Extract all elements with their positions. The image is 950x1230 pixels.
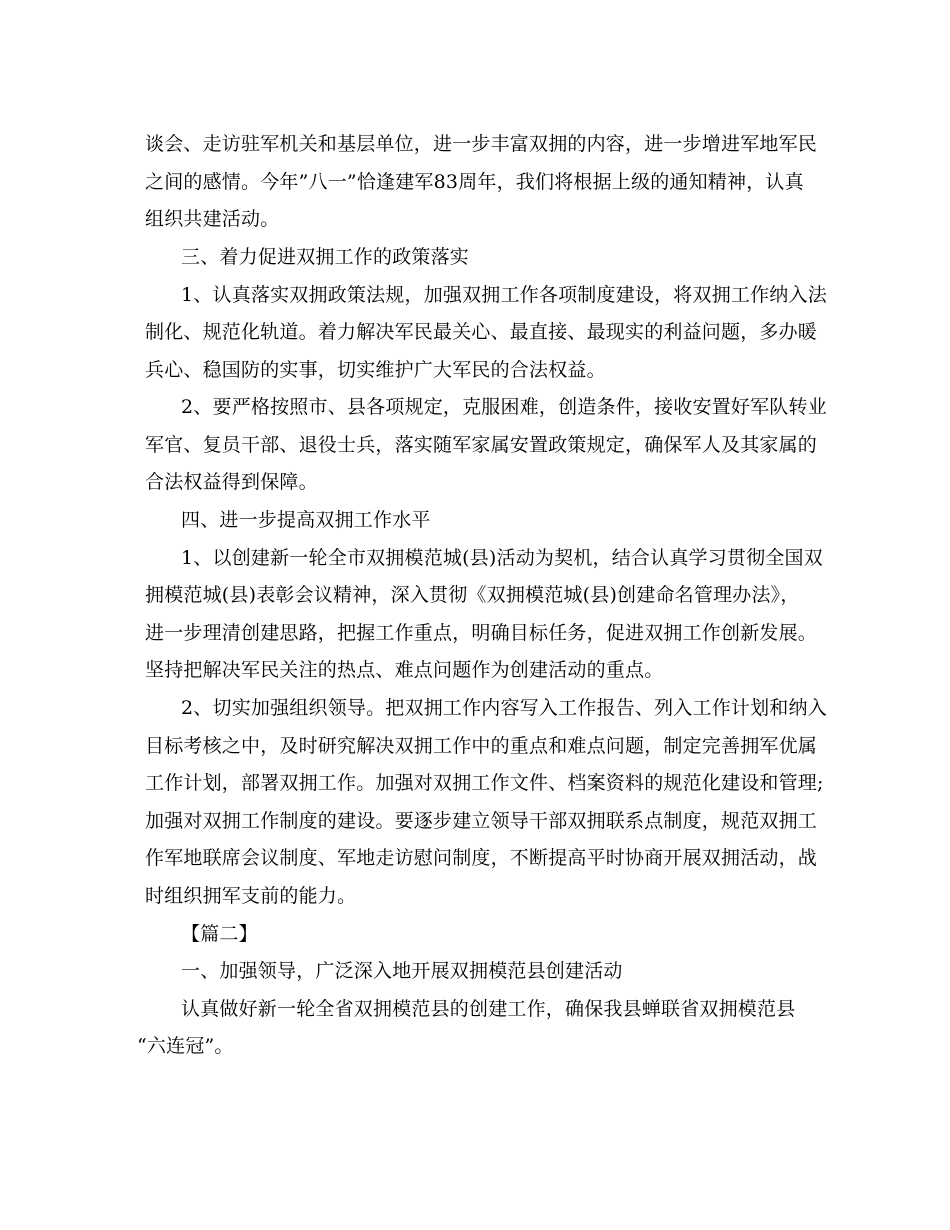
part-heading: 【篇二】 [181, 923, 258, 945]
text-line: 军官、复员干部、退役士兵，落实随军家属安置政策规定，确保军人及其家属的 [145, 434, 818, 456]
text-line: 进一步理清创建思路，把握工作重点，明确目标任务，促进双拥工作创新发展。 [145, 622, 818, 644]
text-line: 2、切实加强组织领导。把双拥工作内容写入工作报告、列入工作计划和纳入 [181, 697, 827, 719]
text-line: “六连冠”。 [137, 1035, 234, 1057]
text-line: 作军地联席会议制度、军地走访慰问制度，不断提高平时协商开展双拥活动，战 [145, 847, 818, 869]
text-line: 兵心、稳国防的实事，切实维护广大军民的合法权益。 [145, 359, 606, 381]
text-line: 时组织拥军支前的能力。 [145, 885, 357, 907]
text-line: 合法权益得到保障。 [145, 471, 318, 493]
text-line: 2、要严格按照市、县各项规定，克服困难，创造条件，接收安置好军队转业 [181, 396, 827, 418]
text-line: 目标考核之中，及时研究解决双拥工作中的重点和难点问题，制定完善拥军优属 [145, 735, 818, 757]
text-line: 坚持把解决军民关注的热点、难点问题作为创建活动的重点。 [145, 659, 664, 681]
text-line: 工作计划，部署双拥工作。加强对双拥工作文件、档案资料的规范化建设和管理; [145, 772, 824, 794]
text-line: 组织共建活动。 [145, 208, 280, 230]
text-line: 1、认真落实双拥政策法规，加强双拥工作各项制度建设，将双拥工作纳入法 [181, 284, 827, 306]
text-line: 谈会、走访驻军机关和基层单位，进一步丰富双拥的内容，进一步增进军地军民 [145, 133, 818, 155]
section-heading: 四、进一步提高双拥工作水平 [181, 509, 431, 531]
text-line: 拥模范城(县)表彰会议精神，深入贯彻《双拥模范城(县)创建命名管理办法》， [145, 584, 800, 606]
text-line: 认真做好新一轮全省双拥模范县的创建工作，确保我县蝉联省双拥模范县 [181, 998, 796, 1020]
section-heading: 一、加强领导，广泛深入地开展双拥模范县创建活动 [181, 960, 623, 982]
text-line: 之间的感情。今年”八一”恰逢建军83周年，我们将根据上级的通知精神，认真 [145, 171, 804, 193]
text-line: 制化、规范化轨道。着力解决军民最关心、最直接、最现实的利益问题，多办暖 [145, 321, 818, 343]
text-line: 1、以创建新一轮全市双拥模范城(县)活动为契机，结合认真学习贯彻全国双 [181, 547, 823, 569]
text-line: 加强对双拥工作制度的建设。要逐步建立领导干部双拥联系点制度，规范双拥工 [145, 810, 818, 832]
section-heading: 三、着力促进双拥工作的政策落实 [181, 246, 470, 268]
